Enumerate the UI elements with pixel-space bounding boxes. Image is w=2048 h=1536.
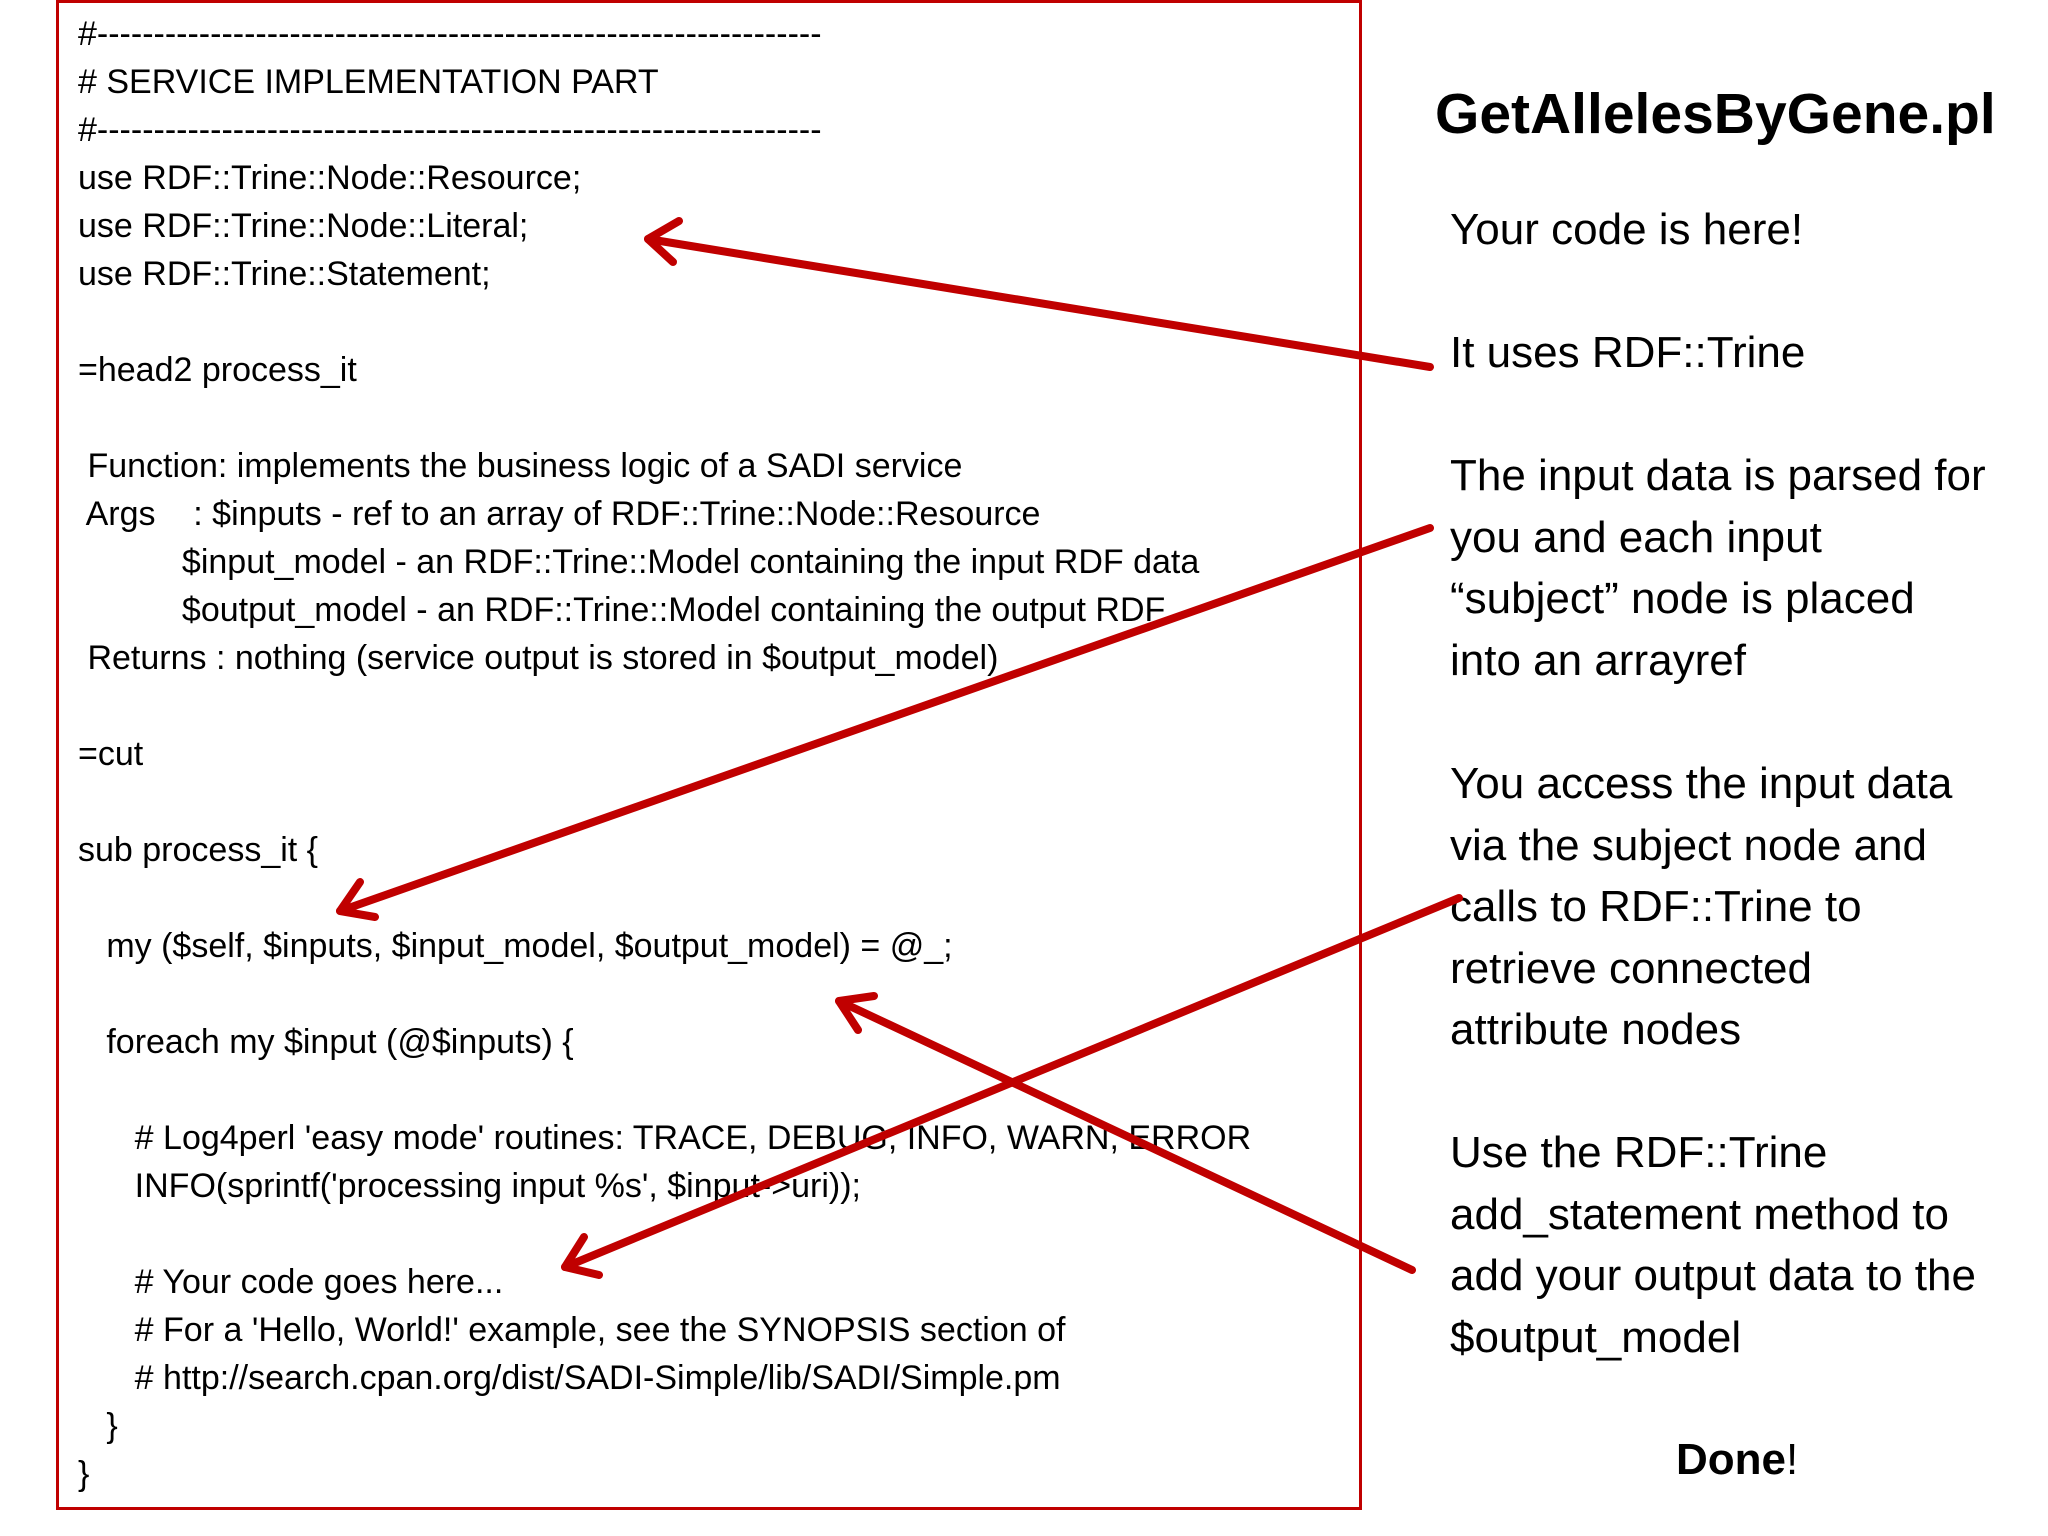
code-line: Args : $inputs - ref to an array of RDF::Trine::Node::Resource — [78, 495, 1041, 533]
code-line: Function: implements the business logic of a SADI service — [78, 447, 963, 485]
code-line: # Your code goes here... — [78, 1263, 504, 1301]
code-line: sub process_it { — [78, 831, 319, 869]
code-line: #---------------------------------------------------------------- — [78, 111, 822, 149]
code-line: # SERVICE IMPLEMENTATION PART — [78, 63, 659, 101]
slide-title: GetAllelesByGene.pl — [1435, 82, 1996, 146]
code-line: } — [78, 1407, 118, 1445]
done-punct: ! — [1786, 1435, 1799, 1484]
code-line: $input_model - an RDF::Trine::Model containing the input RDF data — [78, 543, 1200, 581]
note-input-parsed: The input data is parsed for you and each input “subject” node is placed into an arrayref — [1450, 451, 1986, 685]
code-line: use RDF::Trine::Statement; — [78, 255, 491, 293]
done-label — [1676, 1430, 1798, 1490]
code-line: # http://search.cpan.org/dist/SADI-Simple/lib/SADI/Simple.pm — [78, 1359, 1061, 1397]
code-line: } — [78, 1455, 90, 1493]
code-line: # For a 'Hello, World!' example, see the SYNOPSIS section of — [78, 1311, 1066, 1349]
code-line: use RDF::Trine::Node::Literal; — [78, 207, 529, 245]
code-line: =cut — [78, 735, 144, 773]
done-word: Done — [1676, 1435, 1786, 1484]
code-line: INFO(sprintf('processing input %s', $input->uri)); — [78, 1167, 861, 1205]
code-line: my ($self, $inputs, $input_model, $output_model) = @_; — [78, 927, 953, 965]
code-line: # Log4perl 'easy mode' routines: TRACE, DEBUG, INFO, WARN, ERROR — [78, 1119, 1252, 1157]
code-line: use RDF::Trine::Node::Resource; — [78, 159, 582, 197]
note-uses-rdf-trine: It uses RDF::Trine — [1450, 328, 1806, 377]
code-line: =head2 process_it — [78, 351, 357, 389]
note-code-location: Your code is here! — [1450, 205, 1804, 254]
code-line: #---------------------------------------------------------------- — [78, 15, 822, 53]
code-line: $output_model - an RDF::Trine::Model containing the output RDF — [78, 591, 1166, 629]
code-line: foreach my $input (@$inputs) { — [78, 1023, 574, 1061]
note-add-statement: Use the RDF::Trine add_statement method to add your output data to the $output_model — [1450, 1128, 1976, 1362]
code-line: Returns : nothing (service output is stored in $output_model) — [78, 639, 999, 677]
note-access-input: You access the input data via the subject node and calls to RDF::Trine to retrieve connected attribute nodes — [1450, 759, 1953, 1054]
